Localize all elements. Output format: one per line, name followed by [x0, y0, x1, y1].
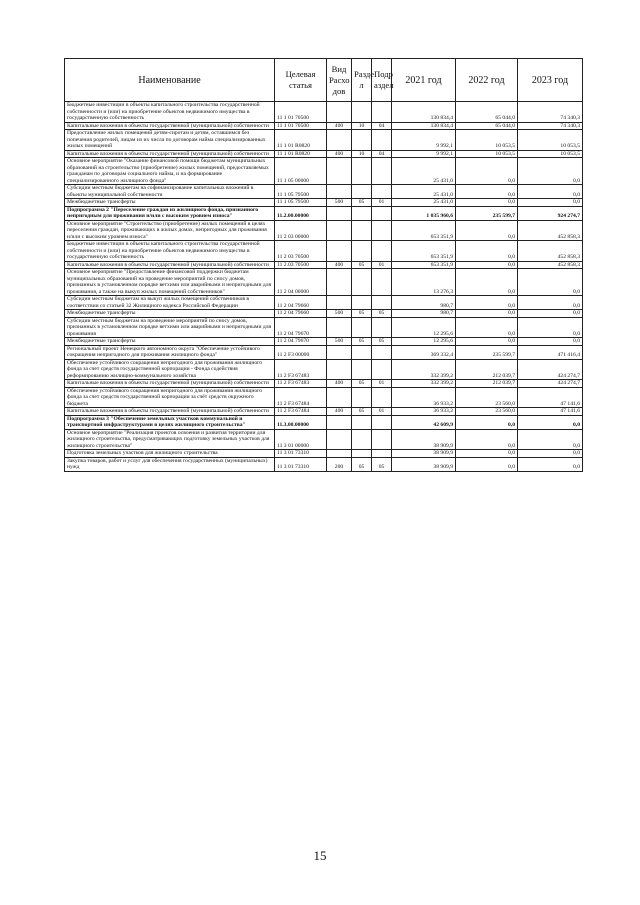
row-target-cell: 11 1 05 00000: [275, 158, 327, 185]
row-2023-cell: 0,0: [518, 457, 583, 471]
row-2023-cell: 10 053,5: [518, 130, 583, 151]
row-expense-cell: 400: [327, 380, 352, 388]
row-2021-cell: 332 399,2: [392, 380, 456, 388]
table-row: [65, 338, 583, 346]
row-2021-cell: 1 035 960,6: [392, 206, 456, 220]
table-row: [65, 102, 583, 123]
row-2022-cell: 212 039,7: [456, 359, 518, 380]
row-section-cell: [352, 220, 372, 241]
row-2021-cell: 36 933,2: [392, 408, 456, 416]
row-expense-cell: [327, 317, 352, 338]
col-header-name: Наименование: [65, 59, 275, 102]
row-target-cell: 11 2 F3 67483: [275, 359, 327, 380]
row-name-cell: Межбюджетные трансферты: [65, 310, 275, 318]
row-section-cell: [352, 345, 372, 359]
row-2021-cell: 369 332,4: [392, 345, 456, 359]
row-2022-cell: 235 599,7: [456, 206, 518, 220]
row-name-cell: Обеспечение устойчивого сокращения непригодного для проживания жилищного фонда за счет средств государственной корпорации - Фонда содействия реформированию жилищно-коммунального хозяйства: [65, 359, 275, 380]
col-header-2023: 2023 год: [518, 59, 583, 102]
row-2021-cell: 38 909,9: [392, 457, 456, 471]
row-target-cell: 11 3 01 73310: [275, 450, 327, 458]
row-2021-cell: 653 351,9: [392, 241, 456, 262]
row-2021-cell: 25 431,0: [392, 199, 456, 207]
row-2022-cell: 0,0: [456, 261, 518, 269]
table-row: [65, 408, 583, 416]
table-row: [65, 241, 583, 262]
row-subsection-cell: [372, 102, 392, 123]
row-expense-cell: 200: [327, 457, 352, 471]
row-subsection-cell: [372, 429, 392, 450]
page-number: 15: [313, 848, 327, 863]
row-expense-cell: [327, 206, 352, 220]
row-subsection-cell: [372, 269, 392, 296]
row-2021-cell: 9 992,1: [392, 130, 456, 151]
table-row: [65, 450, 583, 458]
table-row: [65, 317, 583, 338]
row-name-cell: Субсидии местным бюджетам на проведение мероприятий по сносу домов, признанных в установленном порядке ветхими или аварийными и непригодными для проживания: [65, 317, 275, 338]
table-row: [65, 150, 583, 158]
row-2023-cell: 452 858,3: [518, 220, 583, 241]
row-section-cell: [352, 387, 372, 408]
row-name-cell: Капитальные вложения в объекты государственной (муниципальной) собственности: [65, 122, 275, 130]
table-row: [65, 457, 583, 471]
row-name-cell: Субсидии местным бюджетам на выкуп жилых помещений собственников в соответствии со статьей 32 Жилищного кодекса Российской Федерации: [65, 296, 275, 310]
row-2021-cell: 130 834,4: [392, 102, 456, 123]
row-2023-cell: 0,0: [518, 338, 583, 346]
row-name-cell: Закупка товаров, работ и услуг для обеспечения государственных (муниципальных) нужд: [65, 457, 275, 471]
row-name-cell: Региональный проект Ненецкого автономного округа "Обеспечение устойчивого сокращения непригодного для проживания жилищного фонда": [65, 345, 275, 359]
row-2023-cell: 47 141,6: [518, 408, 583, 416]
row-section-cell: 10: [352, 150, 372, 158]
row-target-cell: 11 2 F3 67484: [275, 387, 327, 408]
table-row: [65, 429, 583, 450]
row-subsection-cell: 01: [372, 408, 392, 416]
col-header-expense: Вид Расхо дов: [327, 59, 352, 102]
row-2021-cell: 25 431,0: [392, 158, 456, 185]
row-expense-cell: 400: [327, 408, 352, 416]
row-target-cell: 11.3.00.00000: [275, 415, 327, 429]
row-2023-cell: 0,0: [518, 415, 583, 429]
row-2023-cell: 0,0: [518, 310, 583, 318]
row-2022-cell: 23 560,0: [456, 387, 518, 408]
row-name-cell: Основное мероприятие "Реализация проектов освоения и развития территории для жилищного строительства, предусматривающих подготовку земельных участков для жилищного строительства": [65, 429, 275, 450]
table-body: [65, 102, 583, 472]
row-2022-cell: 0,0: [456, 220, 518, 241]
col-header-2022: 2022 год: [456, 59, 518, 102]
row-2021-cell: 38 909,9: [392, 450, 456, 458]
row-2022-cell: 0,0: [456, 185, 518, 199]
row-2023-cell: 74 340,3: [518, 102, 583, 123]
row-section-cell: [352, 429, 372, 450]
row-2023-cell: 0,0: [518, 269, 583, 296]
row-section-cell: 05: [352, 261, 372, 269]
table-row: [65, 359, 583, 380]
row-2022-cell: 0,0: [456, 269, 518, 296]
row-2022-cell: 0,0: [456, 296, 518, 310]
row-2022-cell: 0,0: [456, 158, 518, 185]
row-target-cell: 11 2 04 79670: [275, 317, 327, 338]
row-subsection-cell: 04: [372, 122, 392, 130]
row-section-cell: [352, 296, 372, 310]
row-2023-cell: 0,0: [518, 450, 583, 458]
row-subsection-cell: [372, 387, 392, 408]
row-target-cell: 11 2 04 00000: [275, 269, 327, 296]
row-subsection-cell: 04: [372, 150, 392, 158]
row-target-cell: 11 1 05 79500: [275, 185, 327, 199]
budget-sheet: [64, 58, 582, 472]
row-expense-cell: 500: [327, 310, 352, 318]
row-2023-cell: 0,0: [518, 429, 583, 450]
row-subsection-cell: [372, 241, 392, 262]
row-2022-cell: 235 599,7: [456, 345, 518, 359]
row-name-cell: Подпрограмма 2 "Переселение граждан из жилищного фонда, признанного непригодным для проживания и/или с высоким уровнем износа": [65, 206, 275, 220]
table-row: [65, 345, 583, 359]
row-subsection-cell: [372, 130, 392, 151]
col-header-subsection: Подр аздел: [372, 59, 392, 102]
row-2023-cell: 0,0: [518, 158, 583, 185]
row-target-cell: 11 2 04 79660: [275, 310, 327, 318]
col-header-target: Целевая статья: [275, 59, 327, 102]
row-expense-cell: [327, 102, 352, 123]
row-section-cell: 05: [352, 457, 372, 471]
table-row: [65, 387, 583, 408]
row-2023-cell: 47 141,6: [518, 387, 583, 408]
row-2022-cell: 0,0: [456, 241, 518, 262]
row-subsection-cell: 01: [372, 199, 392, 207]
row-2023-cell: 471 416,4: [518, 345, 583, 359]
row-2022-cell: 0,0: [456, 338, 518, 346]
table-row: [65, 296, 583, 310]
table-row: [65, 130, 583, 151]
row-target-cell: 11 1 05 79500: [275, 199, 327, 207]
row-subsection-cell: [372, 415, 392, 429]
col-header-section: Разде л: [352, 59, 372, 102]
row-target-cell: 11 3 01 73310: [275, 457, 327, 471]
row-name-cell: Капитальные вложения в объекты государственной (муниципальной) собственности: [65, 380, 275, 388]
row-name-cell: Основное мероприятие "Оказание финансовой помощи бюджетам муниципальных образований на строительство (приобретение) жилых помещений, предоставляемых гражданам по договорам социального найма, и на формирование специализированного жилищного фонда": [65, 158, 275, 185]
row-subsection-cell: [372, 185, 392, 199]
row-expense-cell: [327, 158, 352, 185]
row-2021-cell: 332 399,2: [392, 359, 456, 380]
row-2022-cell: 0,0: [456, 450, 518, 458]
row-subsection-cell: 01: [372, 261, 392, 269]
table-row: [65, 310, 583, 318]
row-expense-cell: [327, 429, 352, 450]
row-2023-cell: 10 053,5: [518, 150, 583, 158]
row-section-cell: [352, 185, 372, 199]
row-2022-cell: 212 039,7: [456, 380, 518, 388]
row-subsection-cell: [372, 158, 392, 185]
row-expense-cell: [327, 130, 352, 151]
row-name-cell: Подпрограмма 3 "Обеспечение земельных участков коммунальной и транспортной инфраструктурами в целях жилищного строительства": [65, 415, 275, 429]
row-2021-cell: 12 295,6: [392, 338, 456, 346]
row-subsection-cell: 05: [372, 310, 392, 318]
row-2021-cell: 653 351,9: [392, 261, 456, 269]
row-2021-cell: 42 609,9: [392, 415, 456, 429]
row-2023-cell: 424 274,7: [518, 359, 583, 380]
row-expense-cell: [327, 450, 352, 458]
row-subsection-cell: [372, 317, 392, 338]
row-2023-cell: 0,0: [518, 185, 583, 199]
row-2023-cell: 0,0: [518, 199, 583, 207]
budget-table: [64, 58, 583, 472]
table-row: [65, 261, 583, 269]
row-target-cell: 11 2 F3 67484: [275, 408, 327, 416]
row-expense-cell: 500: [327, 338, 352, 346]
row-target-cell: 11 2 F3 67483: [275, 380, 327, 388]
row-2022-cell: 65 044,0: [456, 102, 518, 123]
row-target-cell: 11 2 04 79660: [275, 296, 327, 310]
row-section-cell: 05: [352, 408, 372, 416]
row-subsection-cell: [372, 296, 392, 310]
row-subsection-cell: 05: [372, 338, 392, 346]
row-expense-cell: [327, 269, 352, 296]
row-2023-cell: 0,0: [518, 317, 583, 338]
row-name-cell: Бюджетные инвестиции в объекты капитального строительства государственной собственности и (или) на приобретение объектов недвижимого имущества в государственную собственность: [65, 241, 275, 262]
row-2022-cell: 10 053,5: [456, 150, 518, 158]
table-row: [65, 415, 583, 429]
row-2023-cell: 74 340,3: [518, 122, 583, 130]
row-2021-cell: 653 351,9: [392, 220, 456, 241]
row-subsection-cell: [372, 450, 392, 458]
row-name-cell: Межбюджетные трансферты: [65, 199, 275, 207]
row-name-cell: Капитальные вложения в объекты государственной (муниципальной) собственности: [65, 408, 275, 416]
row-expense-cell: [327, 296, 352, 310]
row-target-cell: 11.2.00.00000: [275, 206, 327, 220]
row-2021-cell: 25 431,0: [392, 185, 456, 199]
row-expense-cell: 400: [327, 122, 352, 130]
row-section-cell: [352, 130, 372, 151]
row-section-cell: [352, 241, 372, 262]
row-name-cell: Бюджетные инвестиции в объекты капитального строительства государственной собственности и (или) на приобретение объектов недвижимого имущества в государственную собственность: [65, 102, 275, 123]
row-section-cell: [352, 206, 372, 220]
row-section-cell: [352, 269, 372, 296]
row-subsection-cell: 05: [372, 457, 392, 471]
row-2022-cell: 0,0: [456, 415, 518, 429]
row-name-cell: Подготовка земельных участков для жилищного строительства: [65, 450, 275, 458]
row-2023-cell: 924 274,7: [518, 206, 583, 220]
row-2022-cell: 0,0: [456, 317, 518, 338]
row-target-cell: 11 1 01 R0820: [275, 130, 327, 151]
table-row: [65, 185, 583, 199]
table-row: [65, 122, 583, 130]
row-name-cell: Предоставление жилых помещений детям-сиротам и детям, оставшимся без попечения родителей, лицам из их числа по договорам найма специализированных жилых помещений: [65, 130, 275, 151]
row-section-cell: [352, 102, 372, 123]
row-2021-cell: 130 834,4: [392, 122, 456, 130]
row-target-cell: 11 1 01 70500: [275, 102, 327, 123]
table-row: [65, 158, 583, 185]
row-2021-cell: 38 909,9: [392, 429, 456, 450]
row-expense-cell: 400: [327, 261, 352, 269]
row-target-cell: 11 2 03 00000: [275, 220, 327, 241]
row-section-cell: [352, 415, 372, 429]
row-2021-cell: 12 295,6: [392, 317, 456, 338]
row-name-cell: Межбюджетные трансферты: [65, 338, 275, 346]
row-expense-cell: [327, 387, 352, 408]
row-2022-cell: 0,0: [456, 457, 518, 471]
table-row: [65, 269, 583, 296]
row-expense-cell: 400: [327, 150, 352, 158]
row-2022-cell: 65 044,0: [456, 122, 518, 130]
row-expense-cell: [327, 220, 352, 241]
row-2022-cell: 0,0: [456, 310, 518, 318]
row-section-cell: [352, 317, 372, 338]
row-2022-cell: 10 053,5: [456, 130, 518, 151]
row-2021-cell: 9 992,1: [392, 150, 456, 158]
row-section-cell: [352, 158, 372, 185]
row-subsection-cell: [372, 345, 392, 359]
table-row: [65, 380, 583, 388]
row-2022-cell: 23 560,0: [456, 408, 518, 416]
row-subsection-cell: [372, 206, 392, 220]
table-row: [65, 206, 583, 220]
row-2023-cell: 452 858,3: [518, 261, 583, 269]
row-2022-cell: 0,0: [456, 429, 518, 450]
row-section-cell: [352, 450, 372, 458]
row-expense-cell: [327, 359, 352, 380]
row-name-cell: Основное мероприятие "Строительство (приобретение) жилых помещений в целях переселения граждан, проживающих в жилых домах, непригодных для проживания и/или с высоким уровнем износа": [65, 220, 275, 241]
row-target-cell: 11 2.03 70500: [275, 261, 327, 269]
row-2021-cell: 36 933,2: [392, 387, 456, 408]
row-2023-cell: 0,0: [518, 296, 583, 310]
row-2022-cell: 0,0: [456, 199, 518, 207]
row-target-cell: 11 3 01 00000: [275, 429, 327, 450]
row-target-cell: 11 1 01 70500: [275, 122, 327, 130]
row-name-cell: Субсидии местным бюджетам на софинансирование капитальных вложений в объекты муниципальной собственности: [65, 185, 275, 199]
row-2023-cell: 424 274,7: [518, 380, 583, 388]
row-expense-cell: [327, 185, 352, 199]
table-row: [65, 220, 583, 241]
row-section-cell: [352, 359, 372, 380]
row-expense-cell: [327, 345, 352, 359]
row-target-cell: 11 1 01 R0820: [275, 150, 327, 158]
row-target-cell: 11 2 04 79670: [275, 338, 327, 346]
col-header-2021: 2021 год: [392, 59, 456, 102]
row-section-cell: 05: [352, 310, 372, 318]
row-expense-cell: [327, 241, 352, 262]
row-2021-cell: 13 276,3: [392, 269, 456, 296]
row-2023-cell: 452 858,3: [518, 241, 583, 262]
row-section-cell: 10: [352, 122, 372, 130]
row-section-cell: 05: [352, 199, 372, 207]
row-target-cell: 11 2 03 70500: [275, 241, 327, 262]
row-name-cell: Капитальные вложения в объекты государственной (муниципальной) собственности: [65, 261, 275, 269]
table-row: [65, 199, 583, 207]
row-name-cell: Основное мероприятие "Предоставление финансовой поддержки бюджетам муниципальных образований на проведение мероприятий по сносу домов, признанных в установленном порядке ветхими или аварийными и непригодными для проживания, а также на выкуп жилых помещений собственников": [65, 269, 275, 296]
row-2021-cell: 980,7: [392, 296, 456, 310]
row-subsection-cell: [372, 359, 392, 380]
table-header-row: [65, 59, 583, 102]
row-expense-cell: 500: [327, 199, 352, 207]
row-section-cell: 05: [352, 338, 372, 346]
row-name-cell: Обеспечение устойчивого сокращения непригодного для проживания жилищного фонда за счет средств государственной корпорации за счёт средств окружного бюджета: [65, 387, 275, 408]
row-section-cell: 05: [352, 380, 372, 388]
row-expense-cell: [327, 415, 352, 429]
row-subsection-cell: [372, 220, 392, 241]
row-2021-cell: 980,7: [392, 310, 456, 318]
row-name-cell: Капитальные вложения в объекты государственной (муниципальной) собственности: [65, 150, 275, 158]
row-target-cell: 11 2 F3 00000: [275, 345, 327, 359]
row-subsection-cell: 01: [372, 380, 392, 388]
